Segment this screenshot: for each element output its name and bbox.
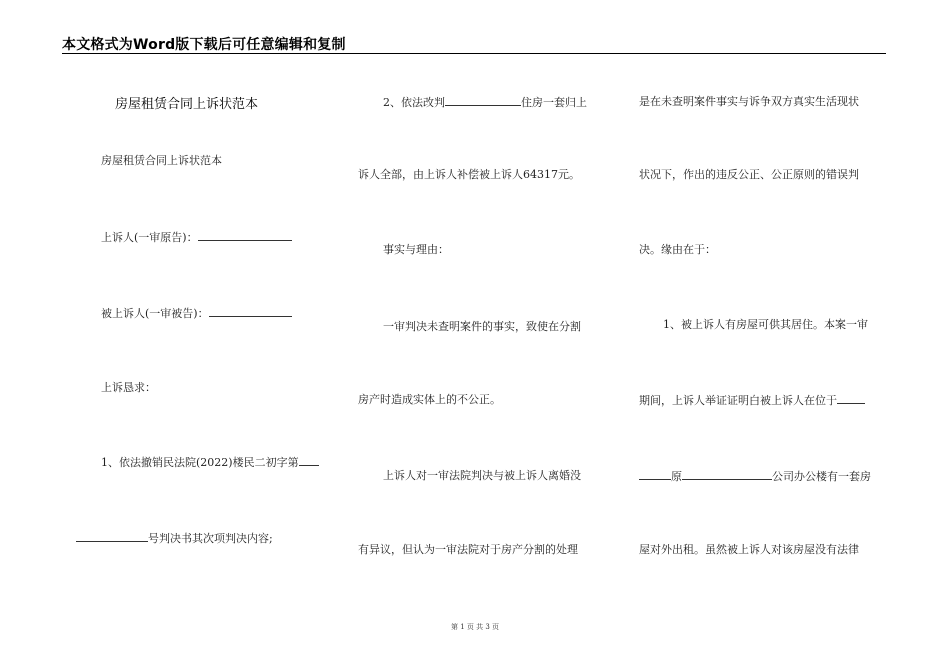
header-divider (62, 53, 886, 54)
para-2-line-1: 上诉人对一审法院判决与被上诉人离婚没 (383, 469, 581, 482)
request-2-continuation: 诉人全部，由上诉人补偿被上诉人64317元。 (358, 168, 580, 181)
request-1-line (101, 455, 319, 470)
appellee-label: 被上诉人(一审被告)： (101, 307, 209, 320)
para-1-line-1: 一审判决未查明案件的事实，致使在分割 (383, 320, 581, 333)
request-1-continuation (76, 531, 273, 546)
appellant-label: 上诉人(一审原告)： (101, 231, 198, 244)
col3-line-2: 状况下，作出的违反公正、公正原则的错误判 (639, 168, 859, 181)
judgment-number-blank (76, 531, 148, 542)
appellant-line (101, 230, 292, 245)
appellee-blank (209, 306, 292, 317)
col3-line-1: 是在未查明案件事实与诉争双方真实生活现状 (639, 95, 859, 108)
appellant-blank (198, 230, 292, 241)
document-title: 房屋租赁合同上诉状范本 (115, 97, 259, 112)
company-blank (682, 469, 772, 480)
request-2-text-a: 2、依法改判 (383, 96, 445, 109)
reason-1-line-2-text: 期间，上诉人举证证明白被上诉人在位于 (639, 394, 837, 407)
reason-1-line-1: 1、被上诉人有房屋可供其居住。本案一审 (663, 318, 868, 331)
appellee-line (101, 306, 292, 321)
property-blank (445, 95, 521, 106)
location-blank (837, 393, 865, 404)
case-number-blank (299, 455, 319, 466)
page-footer: 第 1 页 共 3 页 (450, 623, 500, 631)
para-2-line-2: 有异议，但认为一审法院对于房产分割的处理 (358, 543, 578, 556)
subtitle: 房屋租赁合同上诉状范本 (101, 154, 222, 167)
reason-1-line-2 (639, 393, 865, 408)
col3-line-3: 决。缘由在于： (639, 243, 716, 256)
appeal-request-label: 上诉恳求： (101, 381, 156, 394)
reason-1-line-3-a: 原 (671, 470, 682, 483)
header-banner: 本文格式为Word版下载后可任意编辑和复制 (62, 37, 346, 53)
facts-heading: 事实与理由： (383, 243, 449, 256)
request-1-cont-text: 号判决书其次项判决内容; (148, 532, 273, 545)
reason-1-line-3-b: 公司办公楼有一套房 (772, 470, 871, 483)
request-2-text-b: 住房一套归上 (521, 96, 587, 109)
location-blank-2 (639, 469, 671, 480)
reason-1-line-3 (639, 469, 871, 484)
request-2-line (383, 95, 587, 110)
reason-1-line-4: 屋对外出租。虽然被上诉人对该房屋没有法律 (639, 543, 859, 556)
request-1-text: 1、依法撤销民法院(2022)楼民二初字第 (101, 456, 299, 469)
para-1-line-2: 房产时造成实体上的不公正。 (358, 393, 501, 406)
